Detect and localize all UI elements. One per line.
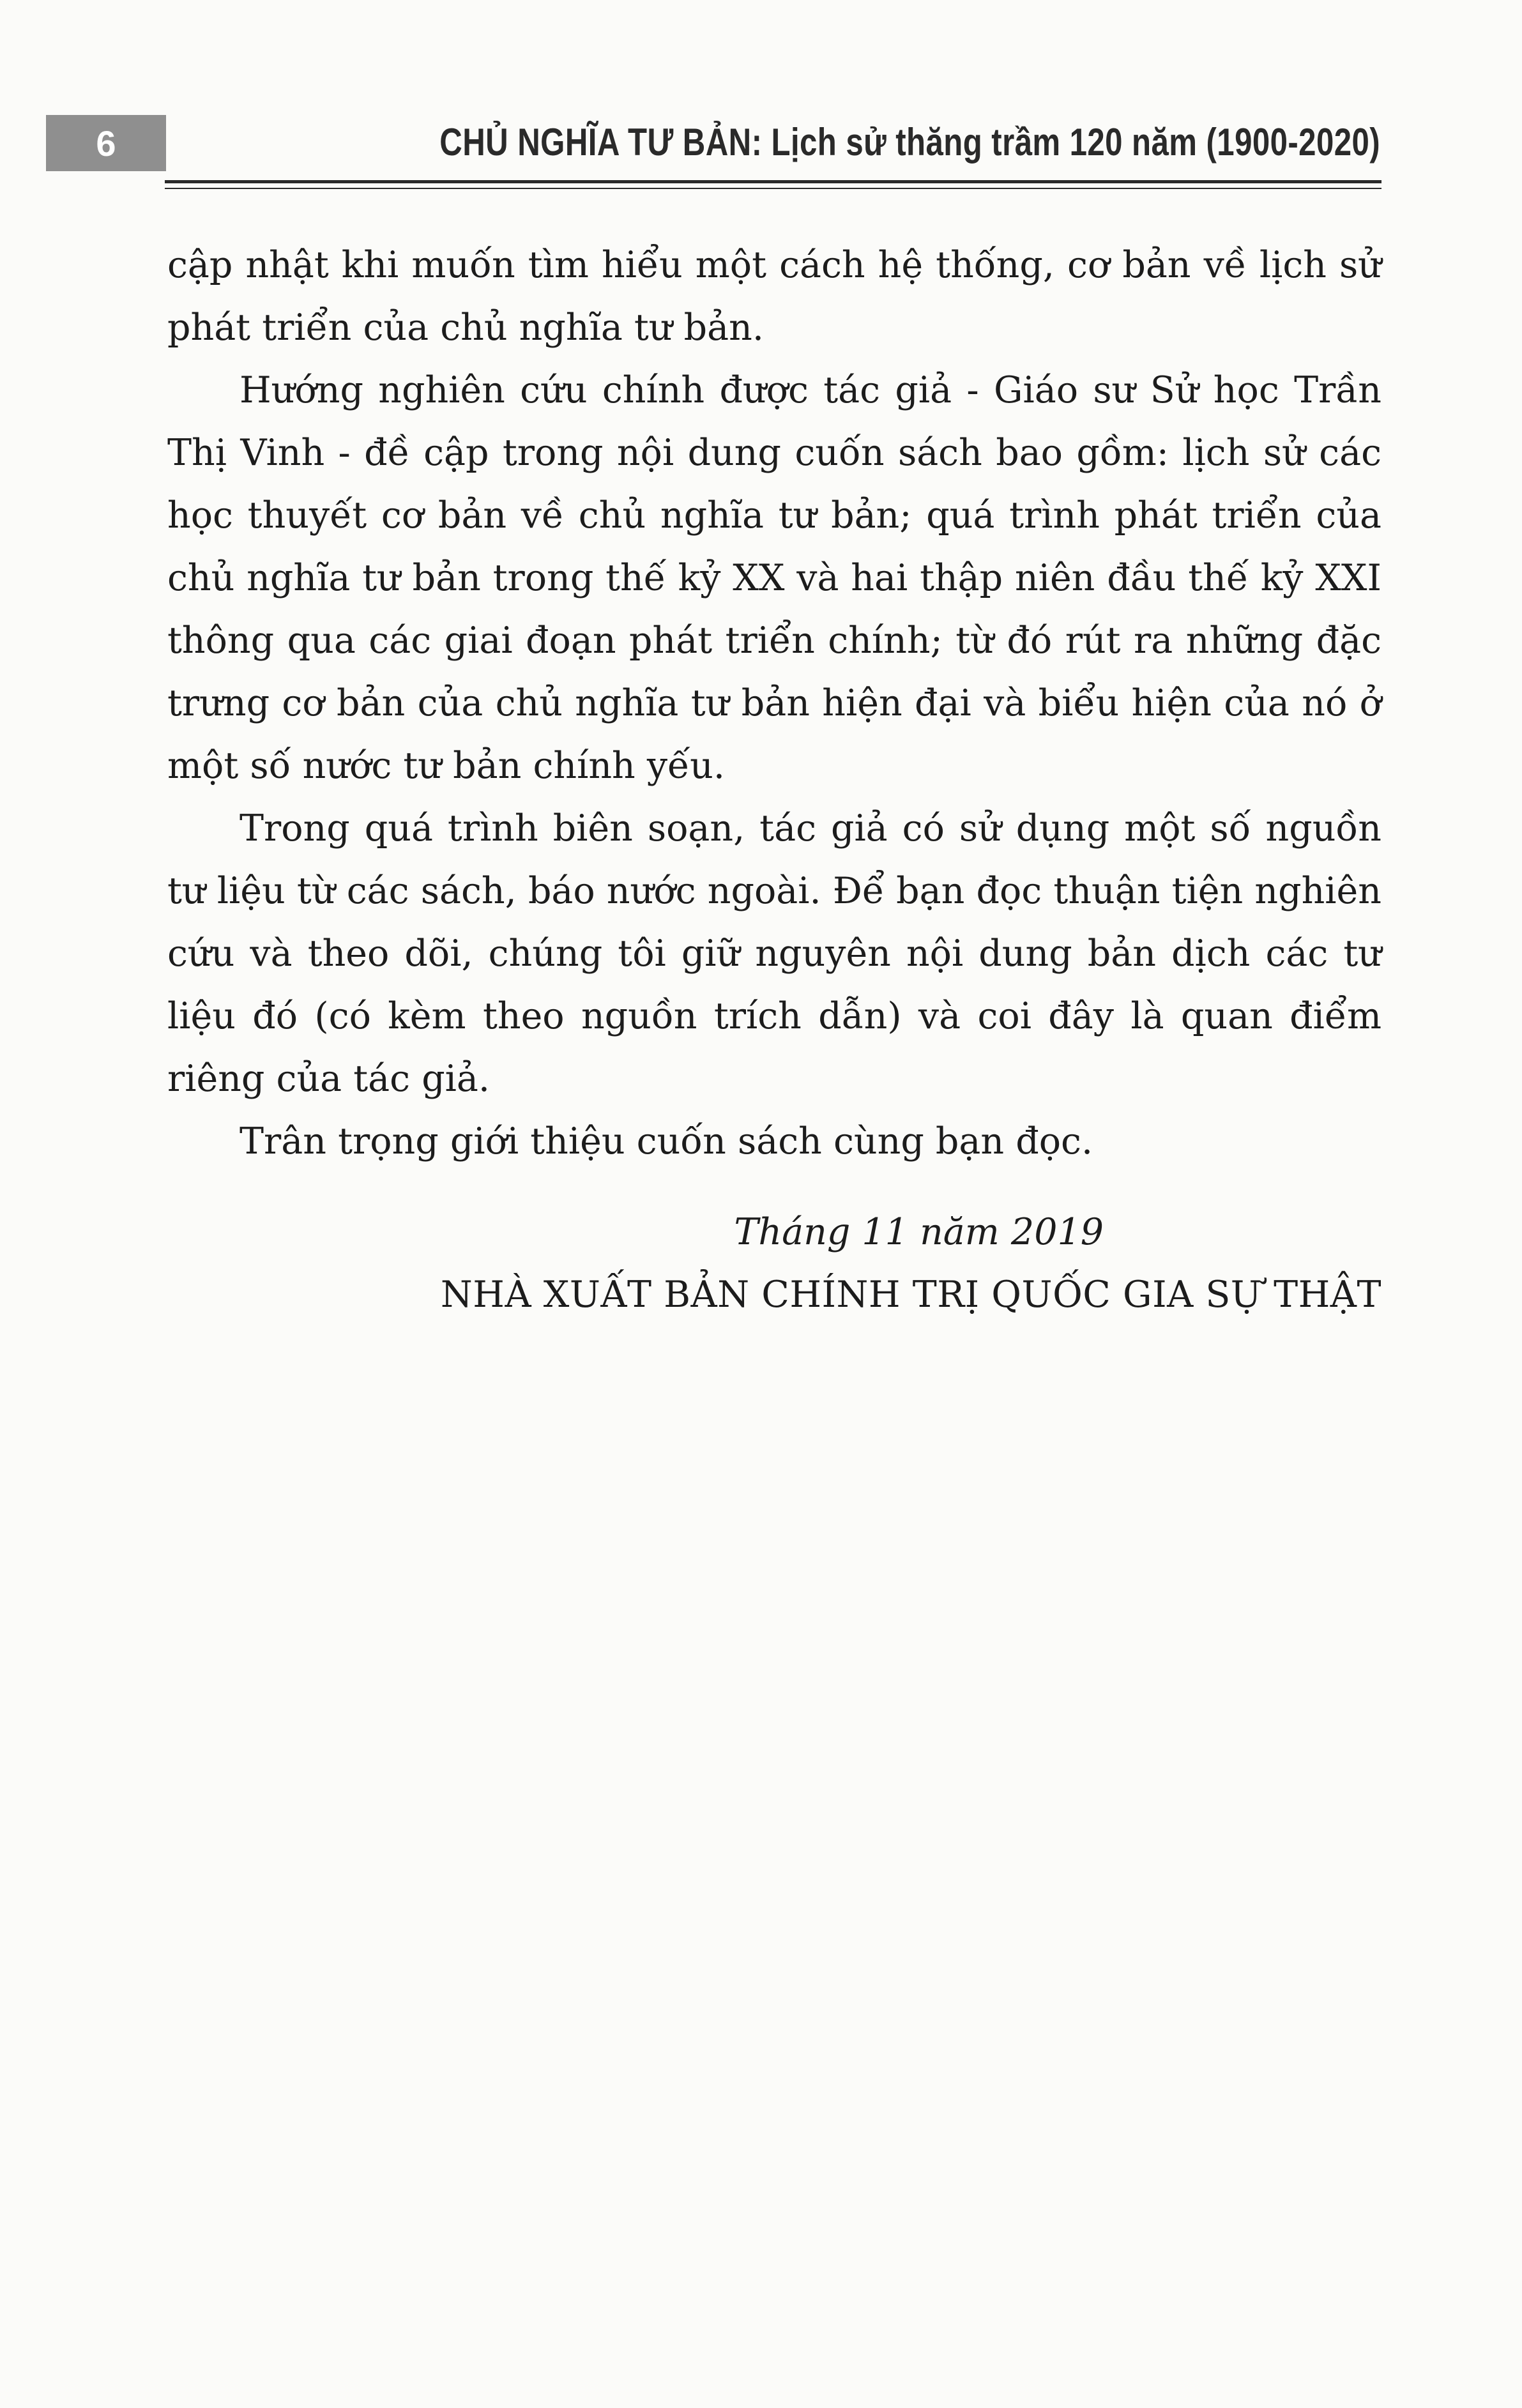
- signature-block: [441, 1201, 1381, 1326]
- paragraph-closing: Trân trọng giới thiệu cuốn sách cùng bạn đọc.: [240, 1120, 1093, 1162]
- signature-date: Tháng 11 năm 2019: [734, 1211, 1104, 1253]
- page-header: [0, 0, 1522, 204]
- signature-publisher: NHÀ XUẤT BẢN CHÍNH TRỊ QUỐC GIA SỰ THẬT: [440, 1274, 1381, 1316]
- paragraph-continued: cập nhật khi muốn tìm hiểu một cách hệ thống, cơ bản về lịch sử phát triển của chủ nghĩa tư bản.: [167, 244, 1381, 349]
- header-rule-thin: [165, 188, 1381, 189]
- header-rule-thick: [165, 180, 1381, 183]
- paragraph-sources: Trong quá trình biên soạn, tác giả có sử dụng một số nguồn tư liệu từ các sách, báo nước ngoài. Để bạn đọc thuận tiện nghiên cứu và theo dõi, chúng tôi giữ nguyên nội dung bản dịch các tư liệu đó (có kèm theo nguồn trích dẫn) và coi đây là quan điểm riêng của tác giả.: [167, 807, 1381, 1100]
- body-text: [167, 234, 1381, 1173]
- page-number: 6: [46, 115, 166, 171]
- paragraph-research-direction: Hướng nghiên cứu chính được tác giả - Giáo sư Sử học Trần Thị Vinh - đề cập trong nội dung cuốn sách bao gồm: lịch sử các học thuyết cơ bản về chủ nghĩa tư bản; quá trình phát triển của chủ nghĩa tư bản trong thế kỷ XX và hai thập niên đầu thế kỷ XXI thông qua các giai đoạn phát triển chính; từ đó rút ra những đặc trưng cơ bản của chủ nghĩa tư bản hiện đại và biểu hiện của nó ở một số nước tư bản chính yếu.: [167, 369, 1381, 787]
- running-title: CHỦ NGHĨA TƯ BẢN: Lịch sử thăng trầm 120 năm (1900-2020): [439, 121, 1380, 164]
